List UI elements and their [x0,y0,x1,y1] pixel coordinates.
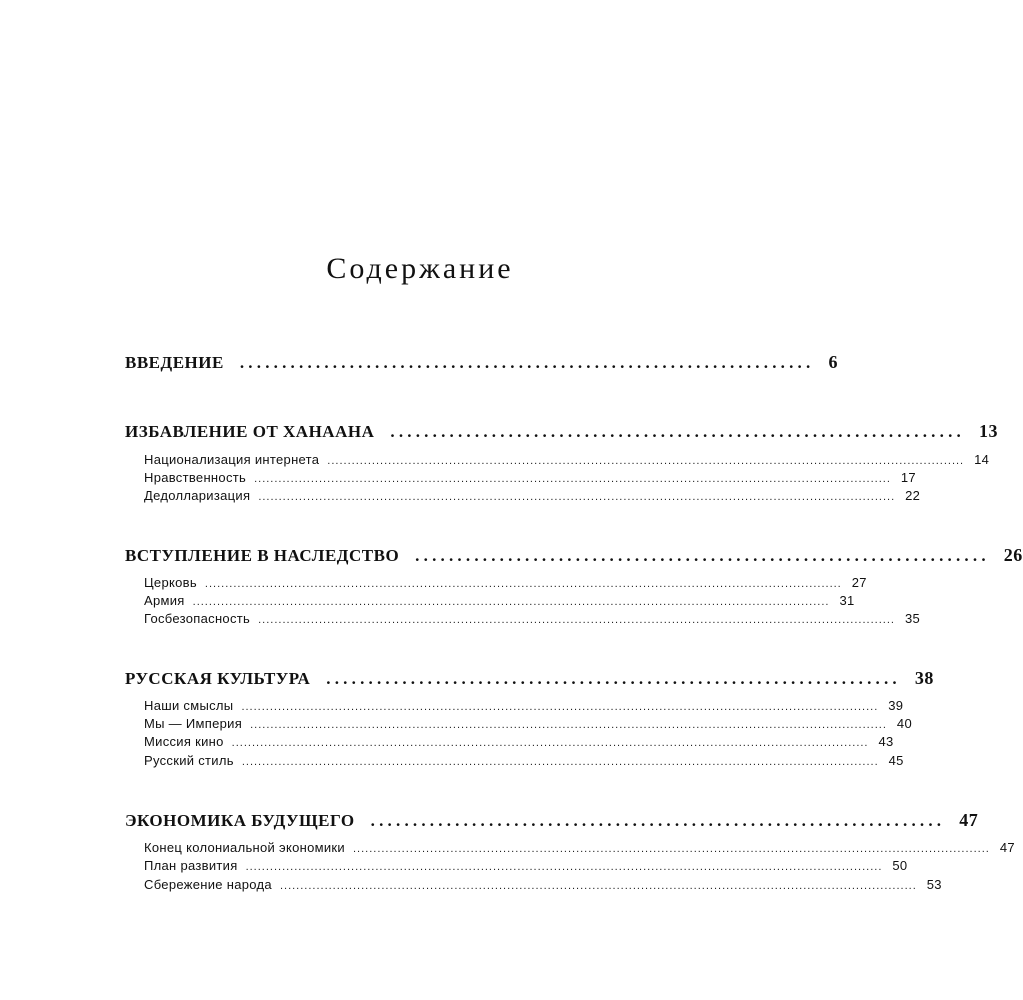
dot-leader: ............................................................................................................................................................. [204,578,842,590]
dot-leader: ............................................................................................................................................................. [231,737,869,749]
chapter-title: ЭКОНОМИКА БУДУЩЕГО [125,811,355,830]
page-title: Содержание [326,252,514,285]
subsection-entry[interactable] [144,593,855,608]
subsection-title: Церковь [144,575,197,590]
subsection-page-number: 40 [896,716,912,731]
dot-leader: .................................................................... [370,811,946,830]
subsection-title: План развития [144,858,238,873]
subsection-title: Дедолларизация [144,488,251,503]
subsection-page-number: 14 [974,452,990,467]
subsection-page-number: 17 [900,470,916,485]
subsection-title: Русский стиль [144,753,234,768]
subsection-page-number: 53 [926,877,942,892]
subsection-page-number: 39 [888,698,904,713]
subsection-page-number: 50 [892,858,908,873]
subsection-page-number: 47 [999,840,1015,855]
dot-leader: .................................................................... [415,546,990,565]
subsection-entry[interactable] [144,488,921,503]
chapter-entry[interactable] [125,810,979,831]
chapter-entry[interactable] [125,421,998,442]
subsection-entry[interactable] [144,858,908,873]
dot-leader: ............................................................................................................................................................. [279,880,917,892]
subsection-title: Сбережение народа [144,877,272,892]
dot-leader: ............................................................................................................................................................. [250,719,887,731]
chapter-title: РУССКАЯ КУЛЬТУРА [125,669,311,688]
subsection-title: Нравственность [144,470,247,485]
dot-leader: ............................................................................................................................................................. [352,843,990,855]
subsection-page-number: 31 [839,593,855,608]
subsection-title: Национализация интернета [144,452,320,467]
dot-leader: ............................................................................................................................................................. [254,473,891,485]
subsection-entry[interactable] [144,698,904,713]
subsection-title: Мы — Империя [144,716,243,731]
chapter-title: ВСТУПЛЕНИЕ В НАСЛЕДСТВО [125,546,400,565]
subsection-entry[interactable] [144,716,912,731]
chapter-page-number: 26 [1003,545,1023,565]
chapter-entry[interactable] [125,545,1023,566]
chapter-page-number: 13 [978,421,998,441]
dot-leader: ............................................................................................................................................................. [258,491,896,503]
subsection-page-number: 27 [851,575,867,590]
chapter-page-number: 38 [914,668,934,688]
subsection-title: Наши смыслы [144,698,234,713]
subsection-title: Конец колониальной экономики [144,840,345,855]
dot-leader: .................................................................... [326,669,901,688]
subsection-page-number: 35 [904,611,920,626]
subsection-title: Миссия кино [144,734,224,749]
dot-leader: ............................................................................................................................................................. [258,614,895,626]
subsection-entry[interactable] [144,575,867,590]
subsection-title: Госбезопасность [144,611,251,626]
subsection-page-number: 43 [878,734,894,749]
subsection-entry[interactable] [144,470,916,485]
chapter-title: ВВЕДЕНИЕ [125,353,224,372]
chapter-page-number: 6 [828,352,838,372]
subsection-entry[interactable] [144,452,990,467]
subsection-entry[interactable] [144,877,942,892]
dot-leader: .................................................................... [239,353,815,372]
dot-leader: ............................................................................................................................................................. [192,596,830,608]
subsection-entry[interactable] [144,611,920,626]
subsection-entry[interactable] [144,734,894,749]
chapter-entry[interactable] [125,352,838,373]
chapter-title: ИЗБАВЛЕНИЕ ОТ ХАНААНА [125,422,375,441]
dot-leader: ............................................................................................................................................................. [241,756,879,768]
dot-leader: ............................................................................................................................................................. [327,455,965,467]
subsection-entry[interactable] [144,840,1015,855]
chapter-entry[interactable] [125,668,934,689]
subsection-entry[interactable] [144,753,904,768]
subsection-page-number: 45 [888,753,904,768]
chapter-page-number: 47 [959,810,979,830]
subsection-page-number: 22 [905,488,921,503]
dot-leader: ............................................................................................................................................................. [241,701,879,713]
dot-leader: ............................................................................................................................................................. [245,861,883,873]
dot-leader: .................................................................... [390,422,965,441]
subsection-title: Армия [144,593,185,608]
